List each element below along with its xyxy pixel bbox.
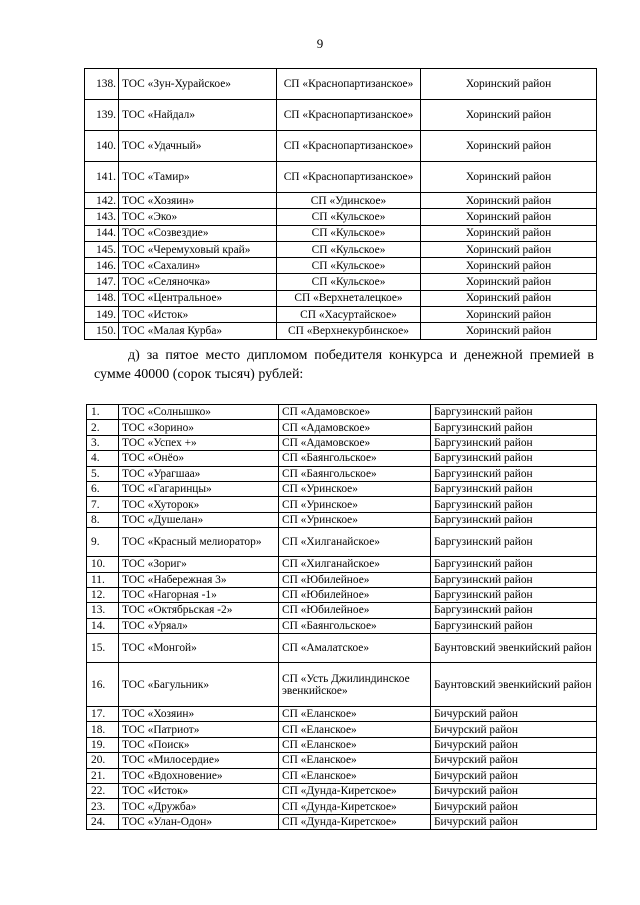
table-row (85, 131, 597, 162)
table-row (87, 634, 597, 663)
tos-name: ТОС «Тамир» (119, 162, 277, 193)
table-row (87, 435, 597, 450)
settlement-name: СП «Кульское» (277, 209, 421, 225)
tos-name: ТОС «Вдохновение» (119, 768, 279, 783)
table-row (85, 193, 597, 209)
settlement-name: СП «Хилганайское» (279, 528, 431, 557)
row-number: 5. (87, 466, 119, 481)
tos-name: ТОС «Сахалин» (119, 258, 277, 274)
top-awards-table (84, 68, 597, 340)
table-row (87, 572, 597, 587)
row-number: 144. (85, 225, 119, 241)
settlement-name: СП «Еланское» (279, 707, 431, 722)
settlement-name: СП «Кульское» (277, 241, 421, 257)
tos-name: ТОС «Зун-Хурайское» (119, 69, 277, 100)
tos-name: ТОС «Исток» (119, 307, 277, 323)
tos-name: ТОС «Найдал» (119, 100, 277, 131)
district-name: Баунтовский эвенкийский район (431, 634, 597, 663)
district-name: Баргузинский район (431, 435, 597, 450)
district-name: Баунтовский эвенкийский район (431, 663, 597, 707)
district-name: Хоринский район (421, 209, 597, 225)
table-row (87, 587, 597, 602)
tos-name: ТОС «Набережная 3» (119, 572, 279, 587)
settlement-name: СП «Юбилейное» (279, 603, 431, 618)
district-name: Хоринский район (421, 162, 597, 193)
district-name: Бичурский район (431, 799, 597, 814)
settlement-name: СП «Адамовское» (279, 405, 431, 420)
tos-name: ТОС «Октябрьская -2» (119, 603, 279, 618)
table-row (87, 497, 597, 512)
settlement-name: СП «Краснопартизанское» (277, 100, 421, 131)
table-row (85, 69, 597, 100)
district-name: Бичурский район (431, 768, 597, 783)
row-number: 19. (87, 737, 119, 752)
row-number: 8. (87, 512, 119, 527)
row-number: 3. (87, 435, 119, 450)
settlement-name: СП «Баянгольское» (279, 618, 431, 633)
tos-name: ТОС «Милосердие» (119, 753, 279, 768)
table-row (85, 258, 597, 274)
table-row (87, 451, 597, 466)
district-name: Баргузинский район (431, 557, 597, 572)
district-name: Хоринский район (421, 193, 597, 209)
district-name: Баргузинский район (431, 497, 597, 512)
district-name: Баргузинский район (431, 603, 597, 618)
settlement-name: СП «Краснопартизанское» (277, 131, 421, 162)
row-number: 24. (87, 814, 119, 829)
row-number: 149. (85, 307, 119, 323)
row-number: 1. (87, 405, 119, 420)
settlement-name: СП «Еланское» (279, 737, 431, 752)
district-name: Баргузинский район (431, 481, 597, 496)
table-row (85, 209, 597, 225)
tos-name: ТОС «Улан-Одон» (119, 814, 279, 829)
table-row (87, 737, 597, 752)
district-name: Хоринский район (421, 323, 597, 339)
district-name: Баргузинский район (431, 528, 597, 557)
row-number: 142. (85, 193, 119, 209)
table-row (87, 753, 597, 768)
row-number: 147. (85, 274, 119, 290)
district-name: Баргузинский район (431, 420, 597, 435)
row-number: 20. (87, 753, 119, 768)
page-number: 9 (316, 36, 324, 51)
table-row (87, 512, 597, 527)
district-name: Баргузинский район (431, 466, 597, 481)
table-row (87, 814, 597, 829)
settlement-name: СП «Баянгольское» (279, 451, 431, 466)
tos-name: ТОС «Патриот» (119, 722, 279, 737)
tos-name: ТОС «Урагшаа» (119, 466, 279, 481)
settlement-name: СП «Краснопартизанское» (277, 69, 421, 100)
settlement-name: СП «Усть Джилиндинское эвенкийское» (279, 663, 431, 707)
table-row (85, 290, 597, 306)
tos-name: ТОС «Хозяин» (119, 707, 279, 722)
row-number: 18. (87, 722, 119, 737)
row-number: 21. (87, 768, 119, 783)
table-row (87, 603, 597, 618)
tos-name: ТОС «Красный мелиоратор» (119, 528, 279, 557)
row-number: 139. (85, 100, 119, 131)
tos-name: ТОС «Созвездие» (119, 225, 277, 241)
tos-name: ТОС «Уряал» (119, 618, 279, 633)
table-row (87, 481, 597, 496)
fifth-place-table (86, 404, 597, 830)
settlement-name: СП «Баянгольское» (279, 466, 431, 481)
settlement-name: СП «Еланское» (279, 722, 431, 737)
row-number: 2. (87, 420, 119, 435)
table-row (87, 722, 597, 737)
tos-name: ТОС «Удачный» (119, 131, 277, 162)
row-number: 10. (87, 557, 119, 572)
table-row (85, 323, 597, 339)
settlement-name: СП «Юбилейное» (279, 587, 431, 602)
row-number: 4. (87, 451, 119, 466)
district-name: Баргузинский район (431, 451, 597, 466)
row-number: 22. (87, 784, 119, 799)
row-number: 146. (85, 258, 119, 274)
settlement-name: СП «Еланское» (279, 768, 431, 783)
district-name: Бичурский район (431, 814, 597, 829)
table-row (87, 557, 597, 572)
settlement-name: СП «Юбилейное» (279, 572, 431, 587)
settlement-name: СП «Адамовское» (279, 435, 431, 450)
row-number: 148. (85, 290, 119, 306)
district-name: Бичурский район (431, 707, 597, 722)
settlement-name: СП «Дунда-Киретское» (279, 784, 431, 799)
settlement-name: СП «Уринское» (279, 497, 431, 512)
tos-name: ТОС «Зориг» (119, 557, 279, 572)
table-row (87, 707, 597, 722)
settlement-name: СП «Кульское» (277, 274, 421, 290)
row-number: 11. (87, 572, 119, 587)
settlement-name: СП «Уринское» (279, 512, 431, 527)
tos-name: ТОС «Успех +» (119, 435, 279, 450)
top-table-body (85, 69, 597, 340)
district-name: Баргузинский район (431, 512, 597, 527)
row-number: 9. (87, 528, 119, 557)
table-row (87, 528, 597, 557)
tos-name: ТОС «Хозяин» (119, 193, 277, 209)
table-row (87, 618, 597, 633)
settlement-name: СП «Дунда-Киретское» (279, 814, 431, 829)
settlement-name: СП «Верхнеталецкое» (277, 290, 421, 306)
district-name: Баргузинский район (431, 618, 597, 633)
row-number: 141. (85, 162, 119, 193)
settlement-name: СП «Верхнекурбинское» (277, 323, 421, 339)
row-number: 16. (87, 663, 119, 707)
row-number: 7. (87, 497, 119, 512)
district-name: Баргузинский район (431, 572, 597, 587)
table-row (87, 784, 597, 799)
row-number: 140. (85, 131, 119, 162)
tos-name: ТОС «Зорино» (119, 420, 279, 435)
district-name: Баргузинский район (431, 587, 597, 602)
district-name: Хоринский район (421, 258, 597, 274)
settlement-name: СП «Адамовское» (279, 420, 431, 435)
fifth-place-paragraph: д) за пятое место дипломом победителя конкурса и денежной премией в сумме 40000 (сорок тысяч) рублей: (94, 348, 594, 382)
tos-name: ТОС «Селяночка» (119, 274, 277, 290)
tos-name: ТОС «Черемуховый край» (119, 241, 277, 257)
table-row (87, 405, 597, 420)
table-row (87, 466, 597, 481)
table-row (85, 225, 597, 241)
tos-name: ТОС «Исток» (119, 784, 279, 799)
tos-name: ТОС «Малая Курба» (119, 323, 277, 339)
bottom-table-body (87, 405, 597, 830)
tos-name: ТОС «Дружба» (119, 799, 279, 814)
tos-name: ТОС «Душелан» (119, 512, 279, 527)
district-name: Баргузинский район (431, 405, 597, 420)
table-row (87, 420, 597, 435)
table-row (85, 162, 597, 193)
settlement-name: СП «Удинское» (277, 193, 421, 209)
district-name: Бичурский район (431, 753, 597, 768)
settlement-name: СП «Уринское» (279, 481, 431, 496)
row-number: 13. (87, 603, 119, 618)
tos-name: ТОС «Солнышко» (119, 405, 279, 420)
district-name: Хоринский район (421, 274, 597, 290)
row-number: 15. (87, 634, 119, 663)
settlement-name: СП «Дунда-Киретское» (279, 799, 431, 814)
district-name: Хоринский район (421, 131, 597, 162)
settlement-name: СП «Хилганайское» (279, 557, 431, 572)
table-row (85, 241, 597, 257)
district-name: Хоринский район (421, 69, 597, 100)
district-name: Хоринский район (421, 290, 597, 306)
table-row (85, 274, 597, 290)
settlement-name: СП «Амалатское» (279, 634, 431, 663)
table-row (87, 663, 597, 707)
row-number: 23. (87, 799, 119, 814)
tos-name: ТОС «Монгой» (119, 634, 279, 663)
tos-name: ТОС «Гагаринцы» (119, 481, 279, 496)
row-number: 145. (85, 241, 119, 257)
settlement-name: СП «Еланское» (279, 753, 431, 768)
tos-name: ТОС «Хуторок» (119, 497, 279, 512)
district-name: Хоринский район (421, 225, 597, 241)
district-name: Бичурский район (431, 722, 597, 737)
row-number: 6. (87, 481, 119, 496)
district-name: Бичурский район (431, 737, 597, 752)
district-name: Хоринский район (421, 241, 597, 257)
tos-name: ТОС «Центральное» (119, 290, 277, 306)
settlement-name: СП «Краснопартизанское» (277, 162, 421, 193)
tos-name: ТОС «Багульник» (119, 663, 279, 707)
district-name: Хоринский район (421, 100, 597, 131)
settlement-name: СП «Кульское» (277, 225, 421, 241)
table-row (85, 307, 597, 323)
row-number: 17. (87, 707, 119, 722)
row-number: 138. (85, 69, 119, 100)
district-name: Бичурский район (431, 784, 597, 799)
tos-name: ТОС «Онёо» (119, 451, 279, 466)
row-number: 150. (85, 323, 119, 339)
row-number: 143. (85, 209, 119, 225)
tos-name: ТОС «Нагорная -1» (119, 587, 279, 602)
row-number: 12. (87, 587, 119, 602)
table-row (85, 100, 597, 131)
settlement-name: СП «Хасуртайское» (277, 307, 421, 323)
district-name: Хоринский район (421, 307, 597, 323)
tos-name: ТОС «Эко» (119, 209, 277, 225)
row-number: 14. (87, 618, 119, 633)
table-row (87, 768, 597, 783)
table-row (87, 799, 597, 814)
tos-name: ТОС «Поиск» (119, 737, 279, 752)
settlement-name: СП «Кульское» (277, 258, 421, 274)
